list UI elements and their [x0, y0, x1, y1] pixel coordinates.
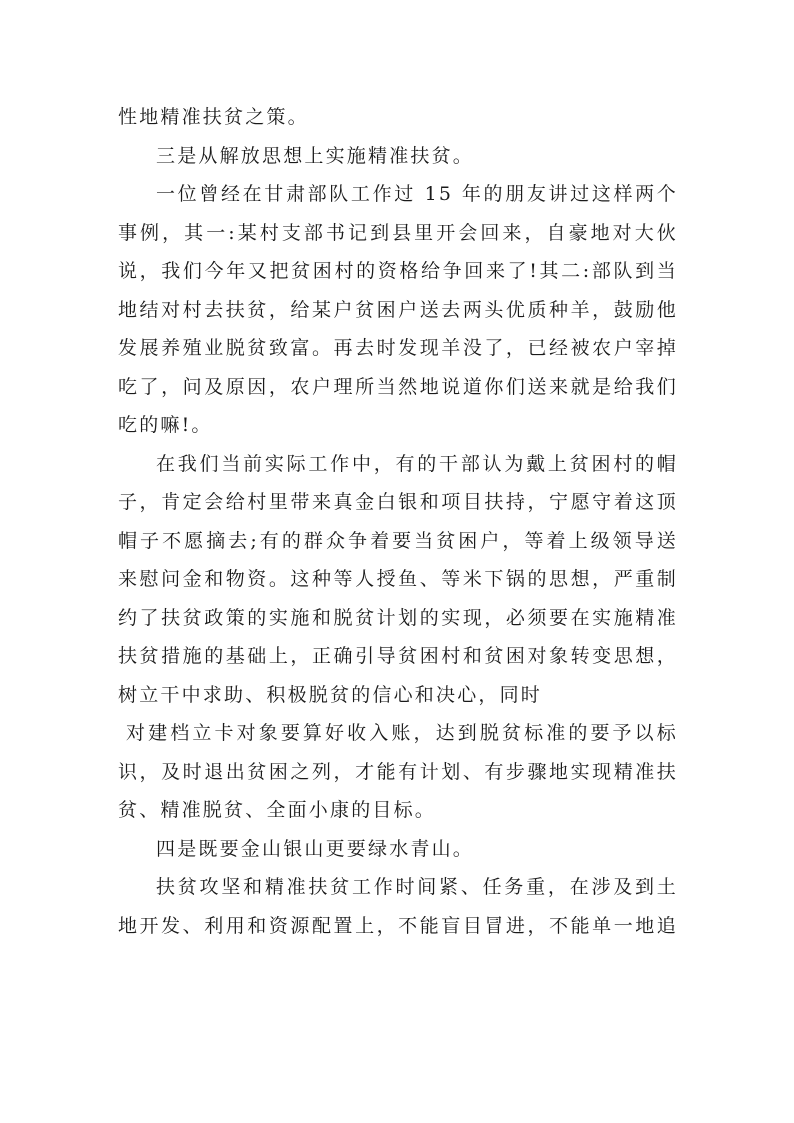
- text-line: 约了扶贫政策的实施和脱贫计划的实现，必须要在实施精准: [118, 606, 678, 629]
- text-line: 子，肯定会给村里带来真金白银和项目扶持，宁愿守着这顶: [118, 491, 678, 513]
- text-line: 扶贫措施的基础上，正确引导贫困村和贫困对象转变思想，: [118, 645, 678, 667]
- text-line: 地开发、利用和资源配置上，不能盲目冒进，不能单一地追: [118, 914, 678, 937]
- text-line: 在我们当前实际工作中，有的干部认为戴上贫困村的帽: [156, 452, 678, 475]
- text-line: 识，及时退出贫困之列，才能有计划、有步骤地实现精准扶: [118, 760, 678, 783]
- text-line: 贫、精准脱贫、全面小康的目标。: [118, 799, 437, 821]
- text-line: 说，我们今年又把贫困村的资格给争回来了!其二:部队到当: [118, 260, 678, 282]
- text-line: 吃的嘛!。: [118, 414, 213, 436]
- text-line: 事例，其一:某村支部书记到县里开会回来，自豪地对大伙: [118, 221, 678, 244]
- text-line: 一位曾经在甘肃部队工作过 15 年的朋友讲过这样两个: [156, 183, 678, 205]
- text-line: 树立干中求助、积极脱贫的信心和决心，同时: [118, 683, 543, 706]
- section-heading: 四是既要金山银山更要绿水青山。: [156, 837, 475, 860]
- text-line: 吃了，问及原因，农户理所当然地说道你们送来就是给我们: [118, 375, 678, 398]
- text-line: 发展养殖业脱贫致富。再去时发现羊没了，已经被农户宰掉: [118, 337, 678, 359]
- text-line: 性地精准扶贫之策。: [118, 106, 309, 128]
- text-line: 扶贫攻坚和精准扶贫工作时间紧、任务重，在涉及到土: [156, 876, 678, 898]
- section-heading: 三是从解放思想上实施精准扶贫。: [156, 144, 475, 167]
- text-line: 地结对村去扶贫，给某户贫困户送去两头优质种羊，鼓励他: [118, 298, 678, 321]
- text-line: 来慰问金和物资。这种等人授鱼、等米下锅的思想，严重制: [118, 568, 678, 590]
- document-body: [118, 98, 678, 945]
- text-line: 对建档立卡对象要算好收入账，达到脱贫标准的要予以标: [126, 722, 678, 744]
- text-line: 帽子不愿摘去;有的群众争着要当贫困户，等着上级领导送: [118, 529, 678, 552]
